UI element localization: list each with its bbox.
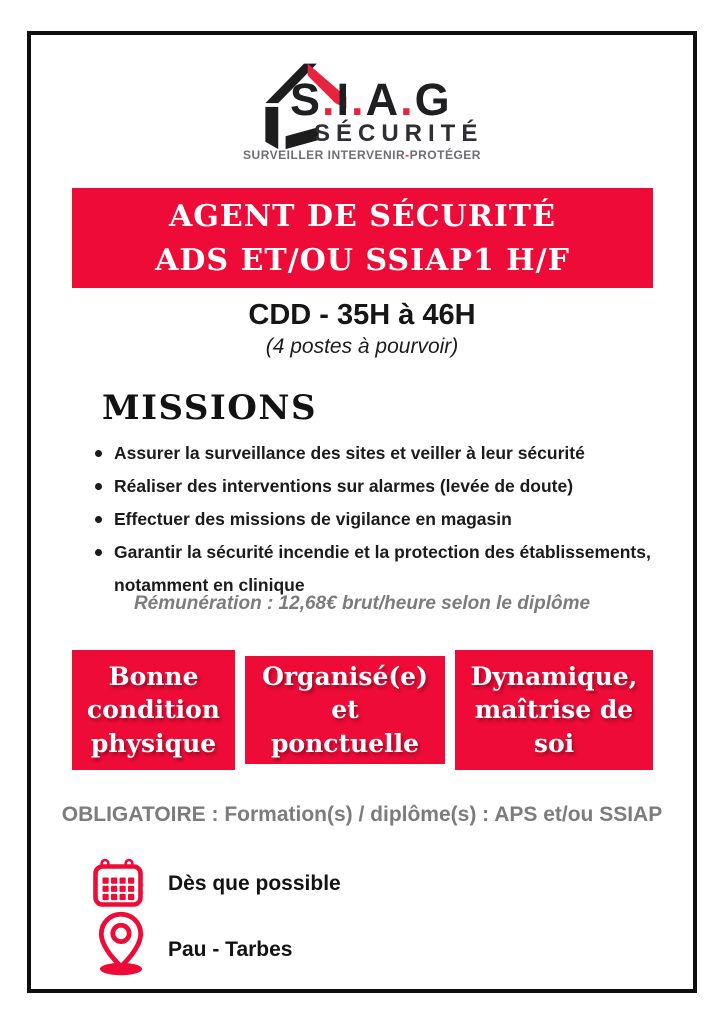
logo-subtitle: SÉCURITÉ [314, 120, 484, 147]
mission-item-text: Réaliser des interventions sur alarmes (levée de doute) [114, 476, 574, 496]
logo-dot: . [351, 74, 366, 125]
contract-subheading: (4 postes à pourvoir) [265, 335, 459, 358]
tagline-part1: SURVEILLER INTERVENIR [243, 148, 406, 162]
logo-letter: A [365, 74, 401, 125]
tagline-part2: PROTÉGER [409, 148, 481, 162]
mission-item [93, 470, 671, 503]
mission-item-text: Effectuer des missions de vigilance en magasin [114, 509, 512, 529]
qualities-row [72, 650, 653, 770]
bullet-dot [95, 516, 102, 523]
mission-item [93, 503, 671, 536]
mission-item-text: Garantir la sécurité incendie et la protection des établissements, notamment en clinique [114, 542, 651, 595]
remuneration-note: Rémunération : 12,68€ brut/heure selon le diplôme [133, 593, 591, 614]
job-title-line1: AGENT DE SÉCURITÉ [168, 199, 556, 234]
logo-letter: S [290, 74, 323, 125]
mission-item-text: Assurer la surveillance des sites et veiller à leur sécurité [114, 443, 585, 463]
quality-box-organise: Organisé(e) et ponctuelle [245, 656, 445, 764]
job-title-banner [72, 188, 653, 288]
contract-heading: CDD - 35H à 46H [248, 299, 476, 331]
mission-item [93, 437, 671, 470]
bullet-dot [95, 450, 102, 457]
logo-dot: . [400, 74, 415, 125]
logo-letter: I [336, 74, 352, 125]
map-pin-icon [97, 911, 145, 977]
bullet-dot [95, 483, 102, 490]
quality-box-condition: Bonne condition physique [72, 650, 235, 770]
logo-dot: . [322, 74, 337, 125]
quality-box-dynamique: Dynamique, maîtrise de soi [455, 650, 653, 770]
bullet-dot [95, 549, 102, 556]
logo-wordmark [290, 74, 452, 126]
logo-letter: G [414, 74, 452, 125]
requirements-note: OBLIGATOIRE : Formation(s) / diplôme(s) : APS et/ou SSIAP [61, 803, 663, 826]
location-text: Pau - Tarbes [168, 938, 293, 961]
logo-tagline [0, 148, 724, 162]
availability-text: Dès que possible [168, 872, 341, 895]
missions-title: MISSIONS [102, 388, 318, 428]
missions-list [93, 437, 671, 602]
tagline-hyphen: - [405, 148, 410, 162]
job-title-line2: ADS ET/OU SSIAP1 H/F [155, 243, 570, 278]
calendar-icon [92, 858, 144, 908]
